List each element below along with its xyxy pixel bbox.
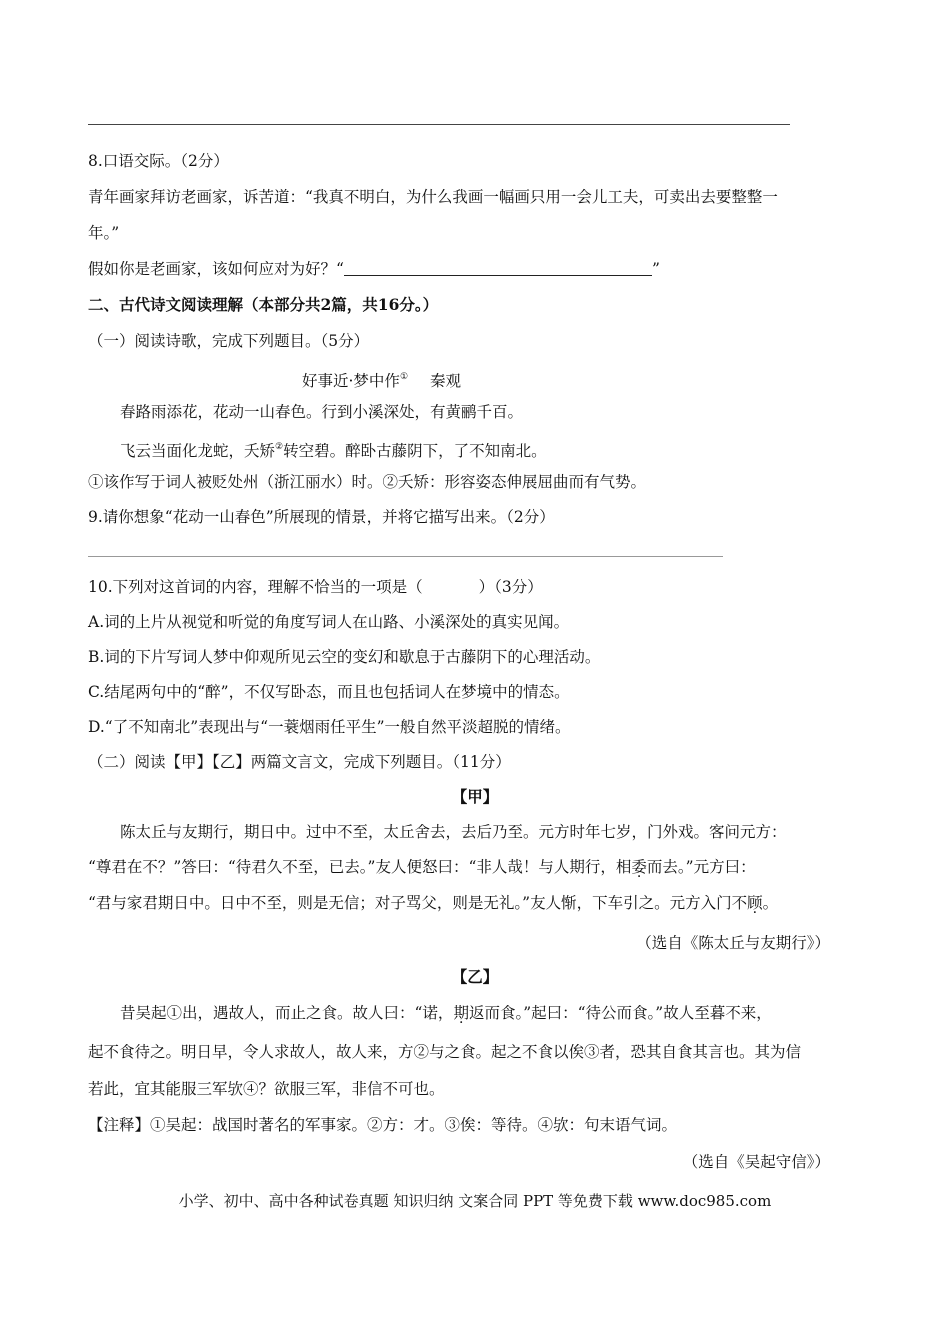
jia-dotted-char-2: 顾 (747, 894, 763, 912)
yi-dotted-char: 期 (453, 1004, 469, 1022)
poem-line2 (120, 436, 547, 462)
poem-notes: ①该作写于词人被贬处州（浙江丽水）时。②夭矫：形容姿态伸展屈曲而有气势。 (88, 473, 647, 491)
q10-option-b: B.词的下片写词人梦中仰观所见云空的变幻和歇息于古藤阴下的心理活动。 (88, 648, 601, 666)
poem-author: 秦观 (430, 372, 462, 390)
q10-stem-pre: 10.下列对这首词的内容，理解不恰当的一项是（ (88, 578, 423, 596)
q8-prompt (88, 258, 660, 280)
q8-prompt-text: 假如你是老画家，该如何应对为好？“ (88, 260, 344, 278)
q8-title: 8.口语交际。（2分） (88, 152, 229, 170)
part2-title: （二）阅读【甲】【乙】两篇文言文，完成下列题目。（11分） (88, 753, 511, 771)
poem-title: 好事近·梦中作 (302, 372, 400, 390)
jia-heading: 【甲】 (451, 787, 499, 806)
q10-stem (88, 576, 543, 598)
jia-line2-a: “尊君在不？”答曰：“待君久不至，已去。”友人便怒曰：“非人哉！与人期行，相 (88, 858, 632, 876)
q9-answer-line[interactable] (88, 556, 723, 557)
jia-line3-a: “君与家君期日中。日中不至，则是无信；对子骂父，则是无礼。”友人惭，下车引之。元方入门不 (88, 894, 748, 912)
page-footer: 小学、初中、高中各种试卷真题 知识归纳 文案合同 PPT 等免费下载 www.doc985.com (178, 1192, 772, 1210)
q10-option-a: A.词的上片从视觉和听觉的角度写词人在山路、小溪深处的真实见闻。 (88, 613, 570, 631)
poem-line2-note: ② (275, 442, 284, 452)
q9-text: 9.请你想象“花动一山春色”所展现的情景，并将它描写出来。（2分） (88, 508, 555, 526)
yi-line1-a: 昔吴起①出，遇故人，而止之食。故人曰：“诺， (120, 1004, 454, 1022)
jia-source: （选自《陈太丘与友期行》） (636, 934, 830, 952)
jia-line2-b: 而去。”元方曰： (646, 858, 756, 876)
yi-line1-b: 返而食。”起曰：“待公而食。”故人至暮不来， (468, 1004, 772, 1022)
yi-notes: 【注释】①吴起：战国时著名的军事家。②方：才。③俟：等待。④欤：句末语气词。 (88, 1116, 678, 1134)
section2-title: 二、古代诗文阅读理解（本部分共2篇，共16分。） (88, 295, 439, 314)
jia-line3-b: 。 (762, 894, 779, 912)
q8-line2: 年。” (88, 224, 120, 242)
poem-line2-b: 转空碧。醉卧古藤阴下，了不知南北。 (283, 442, 547, 460)
q8-answer-blank[interactable] (344, 259, 652, 276)
q10-option-c: C.结尾两句中的“醉”，不仅写卧态，而且也包括词人在梦境中的情态。 (88, 683, 570, 701)
yi-heading: 【乙】 (451, 967, 499, 986)
poem-heading (302, 366, 461, 392)
yi-line3: 若此，宜其能服三军欤④？欲服三军，非信不可也。 (88, 1080, 445, 1098)
yi-line1 (120, 1002, 772, 1024)
q10-option-d: D.“了不知南北”表现出与“一蓑烟雨任平生”一般自然平淡超脱的情绪。 (88, 718, 571, 736)
q8-prompt-close: ” (651, 260, 660, 278)
poem-title-note: ① (399, 372, 409, 382)
jia-line3 (88, 892, 778, 914)
yi-source: （选自《吴起守信》） (682, 1153, 830, 1171)
part1-title: （一）阅读诗歌，完成下列题目。（5分） (88, 332, 370, 350)
yi-line2: 起不食待之。明日早，令人求故人，故人来，方②与之食。起之不食以俟③者，恐其自食其言也。其为信 (88, 1043, 802, 1061)
jia-line1: 陈太丘与友期行，期日中。过中不至，太丘舍去，去后乃至。元方时年七岁，门外戏。客问元方： (120, 823, 787, 841)
q10-stem-post: ）（3分） (478, 578, 543, 596)
jia-line2 (88, 856, 756, 878)
top-dash-line (88, 124, 790, 125)
jia-dotted-char: 委 (631, 858, 647, 876)
q8-line1: 青年画家拜访老画家，诉苦道：“我真不明白，为什么我画一幅画只用一会儿工夫，可卖出去要整整一 (88, 188, 778, 206)
poem-line2-a: 飞云当面化龙蛇，夭矫 (120, 442, 276, 460)
poem-line1: 春路雨添花，花动一山春色。行到小溪深处，有黄鹂千百。 (120, 403, 524, 421)
